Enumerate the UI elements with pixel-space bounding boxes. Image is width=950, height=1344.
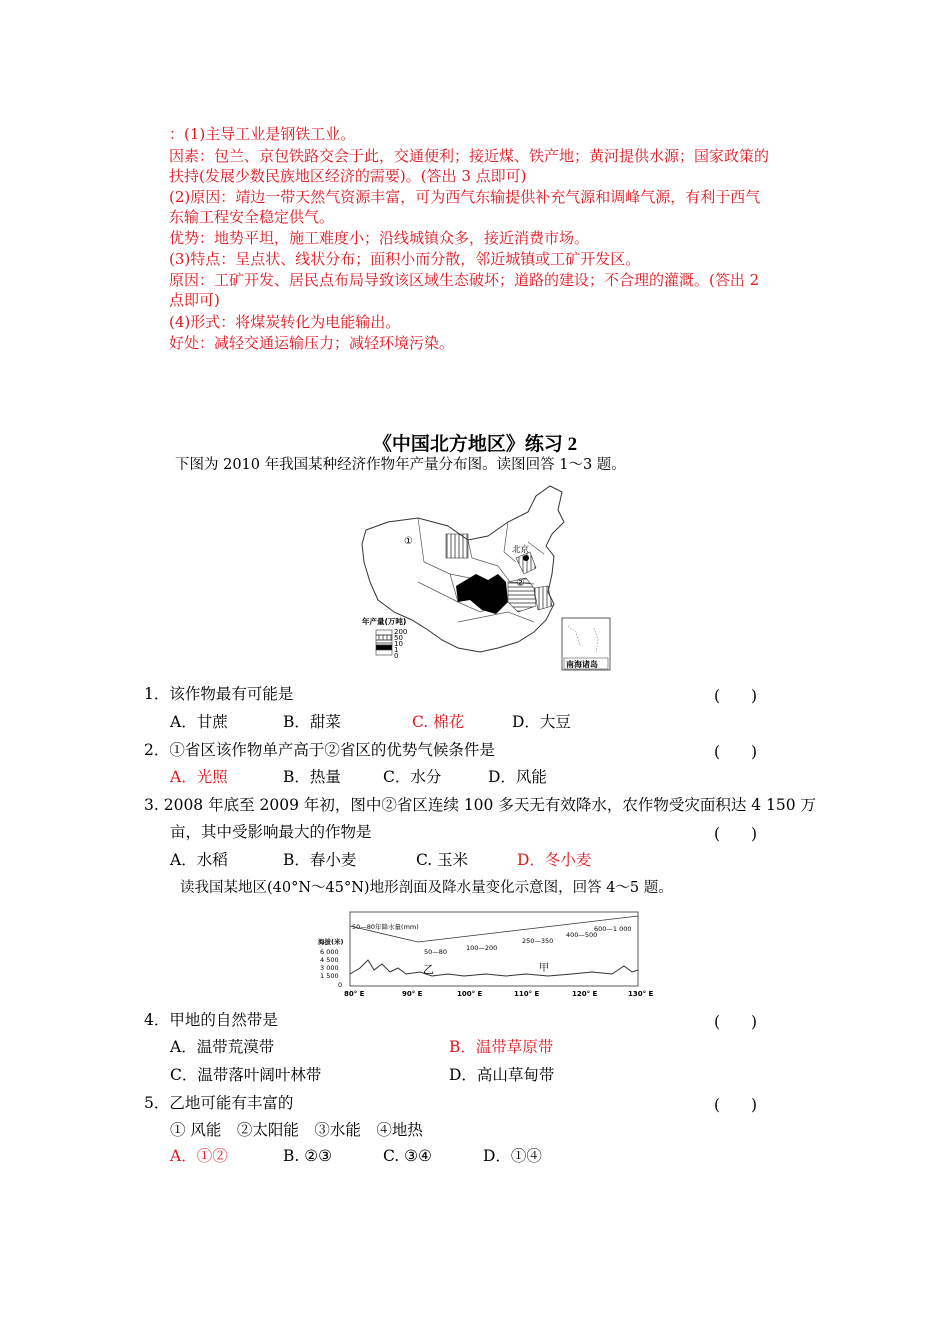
ytick: 6 000 [320,948,339,956]
q3-answer-blank: ( ) [714,825,758,843]
legend-value: 1 [394,646,399,654]
legend-value: 50 [394,634,403,642]
profile-ylabel: 海拔(米) [318,938,344,946]
q1-option-b: B．甜菜 [283,713,341,731]
xtick: 130° E [628,990,654,998]
q4-option-c: C．温带落叶阔叶林带 [170,1066,322,1084]
place-yi: 乙 [423,963,434,976]
q5-answer-blank: ( ) [714,1096,758,1114]
ytick: 3 000 [320,964,339,972]
precip-label: 250—350 [522,937,554,945]
legend-value: 0 [394,652,399,660]
legend-value: 200 [394,628,408,636]
q5-option-d: D．①④ [483,1147,542,1165]
answer-line: 东输工程安全稳定供气。 [169,208,335,226]
q3-option-d: D．冬小麦 [517,851,592,869]
q2-option-a: A．光照 [170,768,228,786]
answer-line: 原因：工矿开发、居民点布局导致该区域生态破坏；道路的建设；不合理的灌溉。(答出 2 [169,271,760,289]
q1-answer-blank: ( ) [714,687,758,705]
xtick: 110° E [514,990,540,998]
intro-text-2: 读我国某地区(40°N～45°N)地形剖面及降水量变化示意图，回答 4～5 题。 [180,880,673,896]
ytick: 4 500 [320,956,339,964]
q5-option-b: B. ②③ [283,1147,333,1165]
q4-option-d: D．高山草甸带 [449,1066,555,1084]
q5-option-a: A．①② [170,1147,228,1165]
xtick: 100° E [457,990,483,998]
q5-stem: 5．乙地可能有丰富的 [144,1094,294,1112]
q3-option-c: C. 玉米 [416,851,469,869]
q1-option-a: A．甘蔗 [170,713,228,731]
q3-stem-line1: 3. 2008 年底至 2009 年初，图中②省区连续 100 多天无有效降水，农作物受灾面积达 4 150 万 [144,796,817,814]
answer-line: 好处：减轻交通运输压力；减轻环境污染。 [169,334,455,352]
q2-option-d: D．风能 [488,768,547,786]
answer-line: 扶持(发展少数民族地区经济的需要)。(答出 3 点即可) [169,167,527,185]
q4-option-b: B．温带草原带 [449,1038,554,1056]
q1-stem: 1．该作物最有可能是 [144,685,294,703]
intro-text-1: 下图为 2010 年我国某种经济作物年产量分布图。读图回答 1～3 题。 [175,457,626,473]
legend-title: 年产量(万吨) [362,617,407,626]
q4-option-a: A．温带荒漠带 [170,1038,275,1056]
q4-stem: 4．甲地的自然带是 [144,1011,278,1029]
q2-option-b: B．热量 [283,768,341,786]
q4-answer-blank: ( ) [714,1013,758,1031]
map-label-2: ② [516,578,525,589]
legend-value: 10 [394,640,403,648]
xtick: 120° E [572,990,598,998]
answer-line: 因素：包兰、京包铁路交会于此，交通便利；接近煤、铁产地；黄河提供水源；国家政策的 [169,147,770,165]
precip-label: 600—1 000 [594,925,632,933]
crop-distribution-map [358,482,614,674]
answer-line: (3)特点：呈点状、线状分布；面积小而分散，邻近城镇或工矿开发区。 [169,250,641,268]
q1-option-c: C. 棉花 [412,713,465,731]
q5-items: ① 风能 ②太阳能 ③水能 ④地热 [170,1121,423,1139]
q2-answer-blank: ( ) [714,743,758,761]
q3-option-a: A．水稻 [170,851,228,869]
precip-label: 400—500 [566,931,598,939]
exercise-title: 《中国北方地区》练习 2 [372,434,578,455]
q2-stem: 2．①省区该作物单产高于②省区的优势气候条件是 [144,741,495,759]
ytick: 0 [338,981,343,989]
q2-option-c: C．水分 [383,768,442,786]
q3-option-b: B．春小麦 [283,851,357,869]
terrain-profile-figure [316,910,658,1002]
precip-title: 50—80年降水量(mm) [352,923,419,931]
answer-line: 点即可) [169,291,220,309]
q5-option-c: C. ③④ [383,1147,432,1165]
precip-label: 50—80 [424,948,448,956]
map-label-beijing: 北京 [512,545,530,555]
precip-label: 100—200 [466,944,498,952]
map-label-1: ① [404,536,413,547]
answer-line: ：(1)主导工业是钢铁工业。 [169,125,356,143]
answer-line: (4)形式：将煤炭转化为电能输出。 [169,313,401,331]
place-jia: 甲 [539,963,549,974]
ytick: 1 500 [320,972,339,980]
q1-option-d: D．大豆 [512,713,571,731]
answer-line: (2)原因：靖边一带天然气资源丰富，可为西气东输提供补充气源和调峰气源，有利于西气 [169,188,761,206]
xtick: 90° E [402,990,423,998]
q3-stem-line2: 亩，其中受影响最大的作物是 [170,823,372,841]
answer-line: 优势：地势平坦，施工难度小；沿线城镇众多，接近消费市场。 [169,229,590,247]
inset-label: 南海诸岛 [566,660,598,669]
xtick: 80° E [344,990,365,998]
